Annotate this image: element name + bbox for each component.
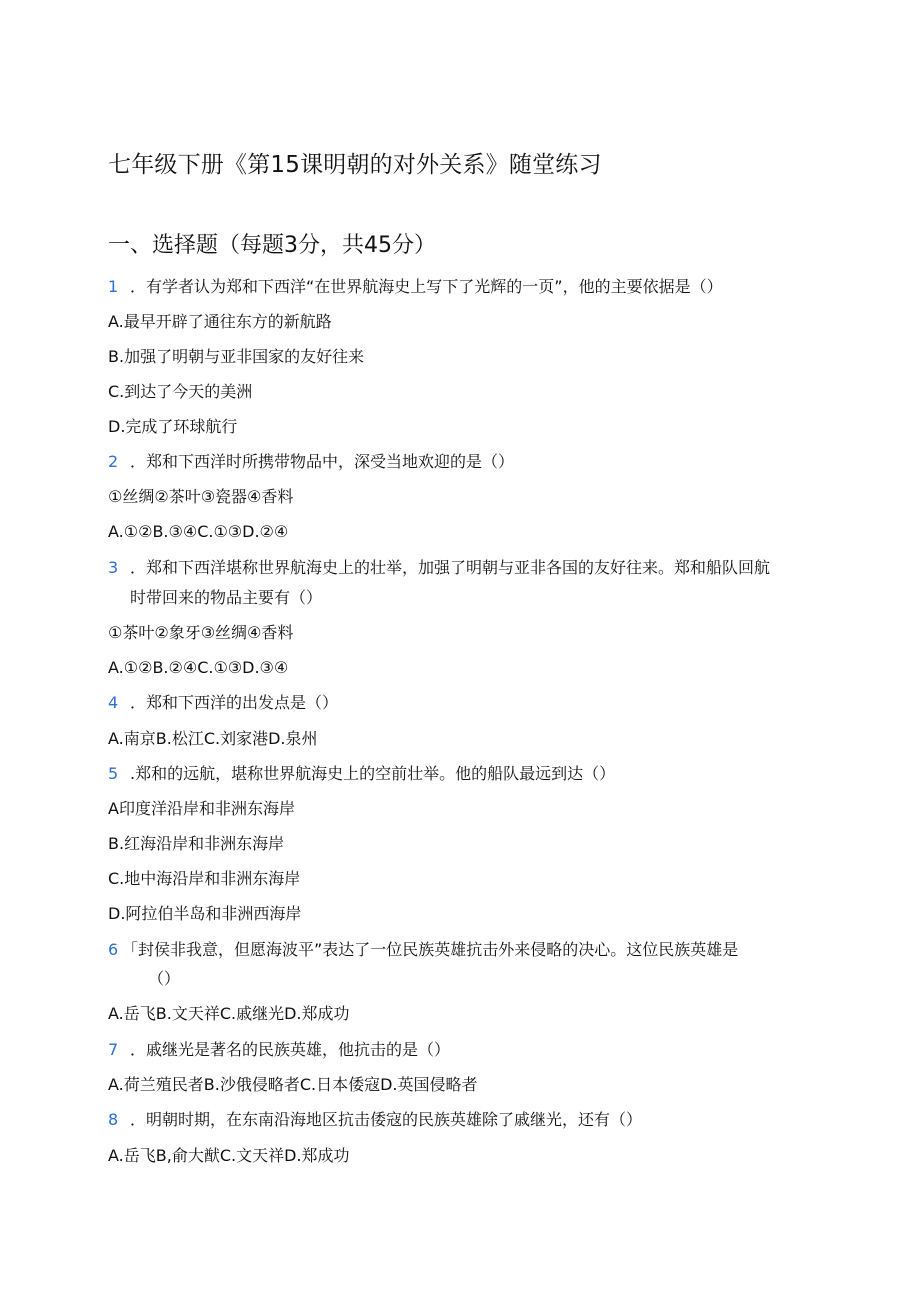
question-text: 「封侯非我意，但愿海波平”表达了一位民族英雄抗击外来侵略的决心。这位民族英雄是	[122, 940, 739, 959]
option-b: B.加强了明朝与亚非国家的友好往来	[108, 347, 365, 366]
question-5	[108, 763, 615, 785]
question-number: 6	[108, 940, 119, 959]
options-row: A.①②B.②④C.①③D.③④	[108, 658, 289, 677]
question-number: 2	[108, 452, 119, 471]
question-number: 7	[108, 1040, 119, 1059]
question-3	[108, 557, 770, 579]
question-text: ．郑和下西洋堪称世界航海史上的壮举，加强了明朝与亚非各国的友好往来。郑和船队回航	[130, 558, 771, 577]
item-list: ①茶叶②象牙③丝绸④香料	[108, 623, 294, 642]
question-text: ．郑和下西洋时所携带物品中，深受当地欢迎的是（）	[130, 452, 515, 471]
question-4	[108, 692, 338, 714]
question-text: .郑和的远航，堪称世界航海史上的空前壮举。他的船队最远到达（）	[130, 764, 616, 783]
question-6	[108, 939, 738, 961]
question-text: ．明朝时期，在东南沿海地区抗击倭寇的民族英雄除了戚继光，还有（）	[130, 1110, 643, 1129]
section-heading: 一、选择题（每题3分，共45分）	[108, 233, 436, 258]
question-1	[108, 276, 723, 298]
question-8	[108, 1109, 642, 1131]
option-d: D.阿拉伯半岛和非洲西海岸	[108, 904, 302, 923]
item-list: ①丝绸②茶叶③瓷器④香料	[108, 487, 294, 506]
question-number: 1	[108, 277, 119, 296]
options-row: A.荷兰殖民者B.沙俄侵略者C.日本倭寇D.英国侵略者	[108, 1075, 478, 1094]
options-row: A.①②B.③④C.①③D.②④	[108, 522, 289, 541]
option-b: B.红海沿岸和非洲东海岸	[108, 834, 285, 853]
options-row: A.南京B.松江C.刘家港D.泉州	[108, 729, 318, 748]
option-a: A印度洋沿岸和非洲东海岸	[108, 799, 295, 818]
option-a: A.最早开辟了通往东方的新航路	[108, 312, 332, 331]
question-2	[108, 451, 514, 473]
question-number: 5	[108, 764, 119, 783]
question-text-continued: （）	[148, 969, 181, 988]
option-c: C.到达了今天的美洲	[108, 382, 253, 401]
question-7	[108, 1039, 450, 1061]
question-text: ．戚继光是著名的民族英雄，他抗击的是（）	[130, 1040, 451, 1059]
question-text-continued: 时带回来的物品主要有（）	[130, 588, 323, 607]
page-title: 七年级下册《第15课明朝的对外关系》随堂练习	[108, 152, 602, 178]
option-c: C.地中海沿岸和非洲东海岸	[108, 869, 301, 888]
question-number: 3	[108, 558, 119, 577]
question-number: 8	[108, 1110, 119, 1129]
question-number: 4	[108, 693, 119, 712]
question-text: ．郑和下西洋的出发点是（）	[130, 693, 339, 712]
options-row: A.岳飞B.文天祥C.戚继光D.郑成功	[108, 1004, 350, 1023]
option-d: D.完成了环球航行	[108, 417, 238, 436]
question-text: ．有学者认为郑和下西洋“在世界航海史上写下了光辉的一页”，他的主要依据是（）	[130, 277, 723, 296]
options-row: A.岳飞B,俞大猷C.文天祥D.郑成功	[108, 1146, 350, 1165]
